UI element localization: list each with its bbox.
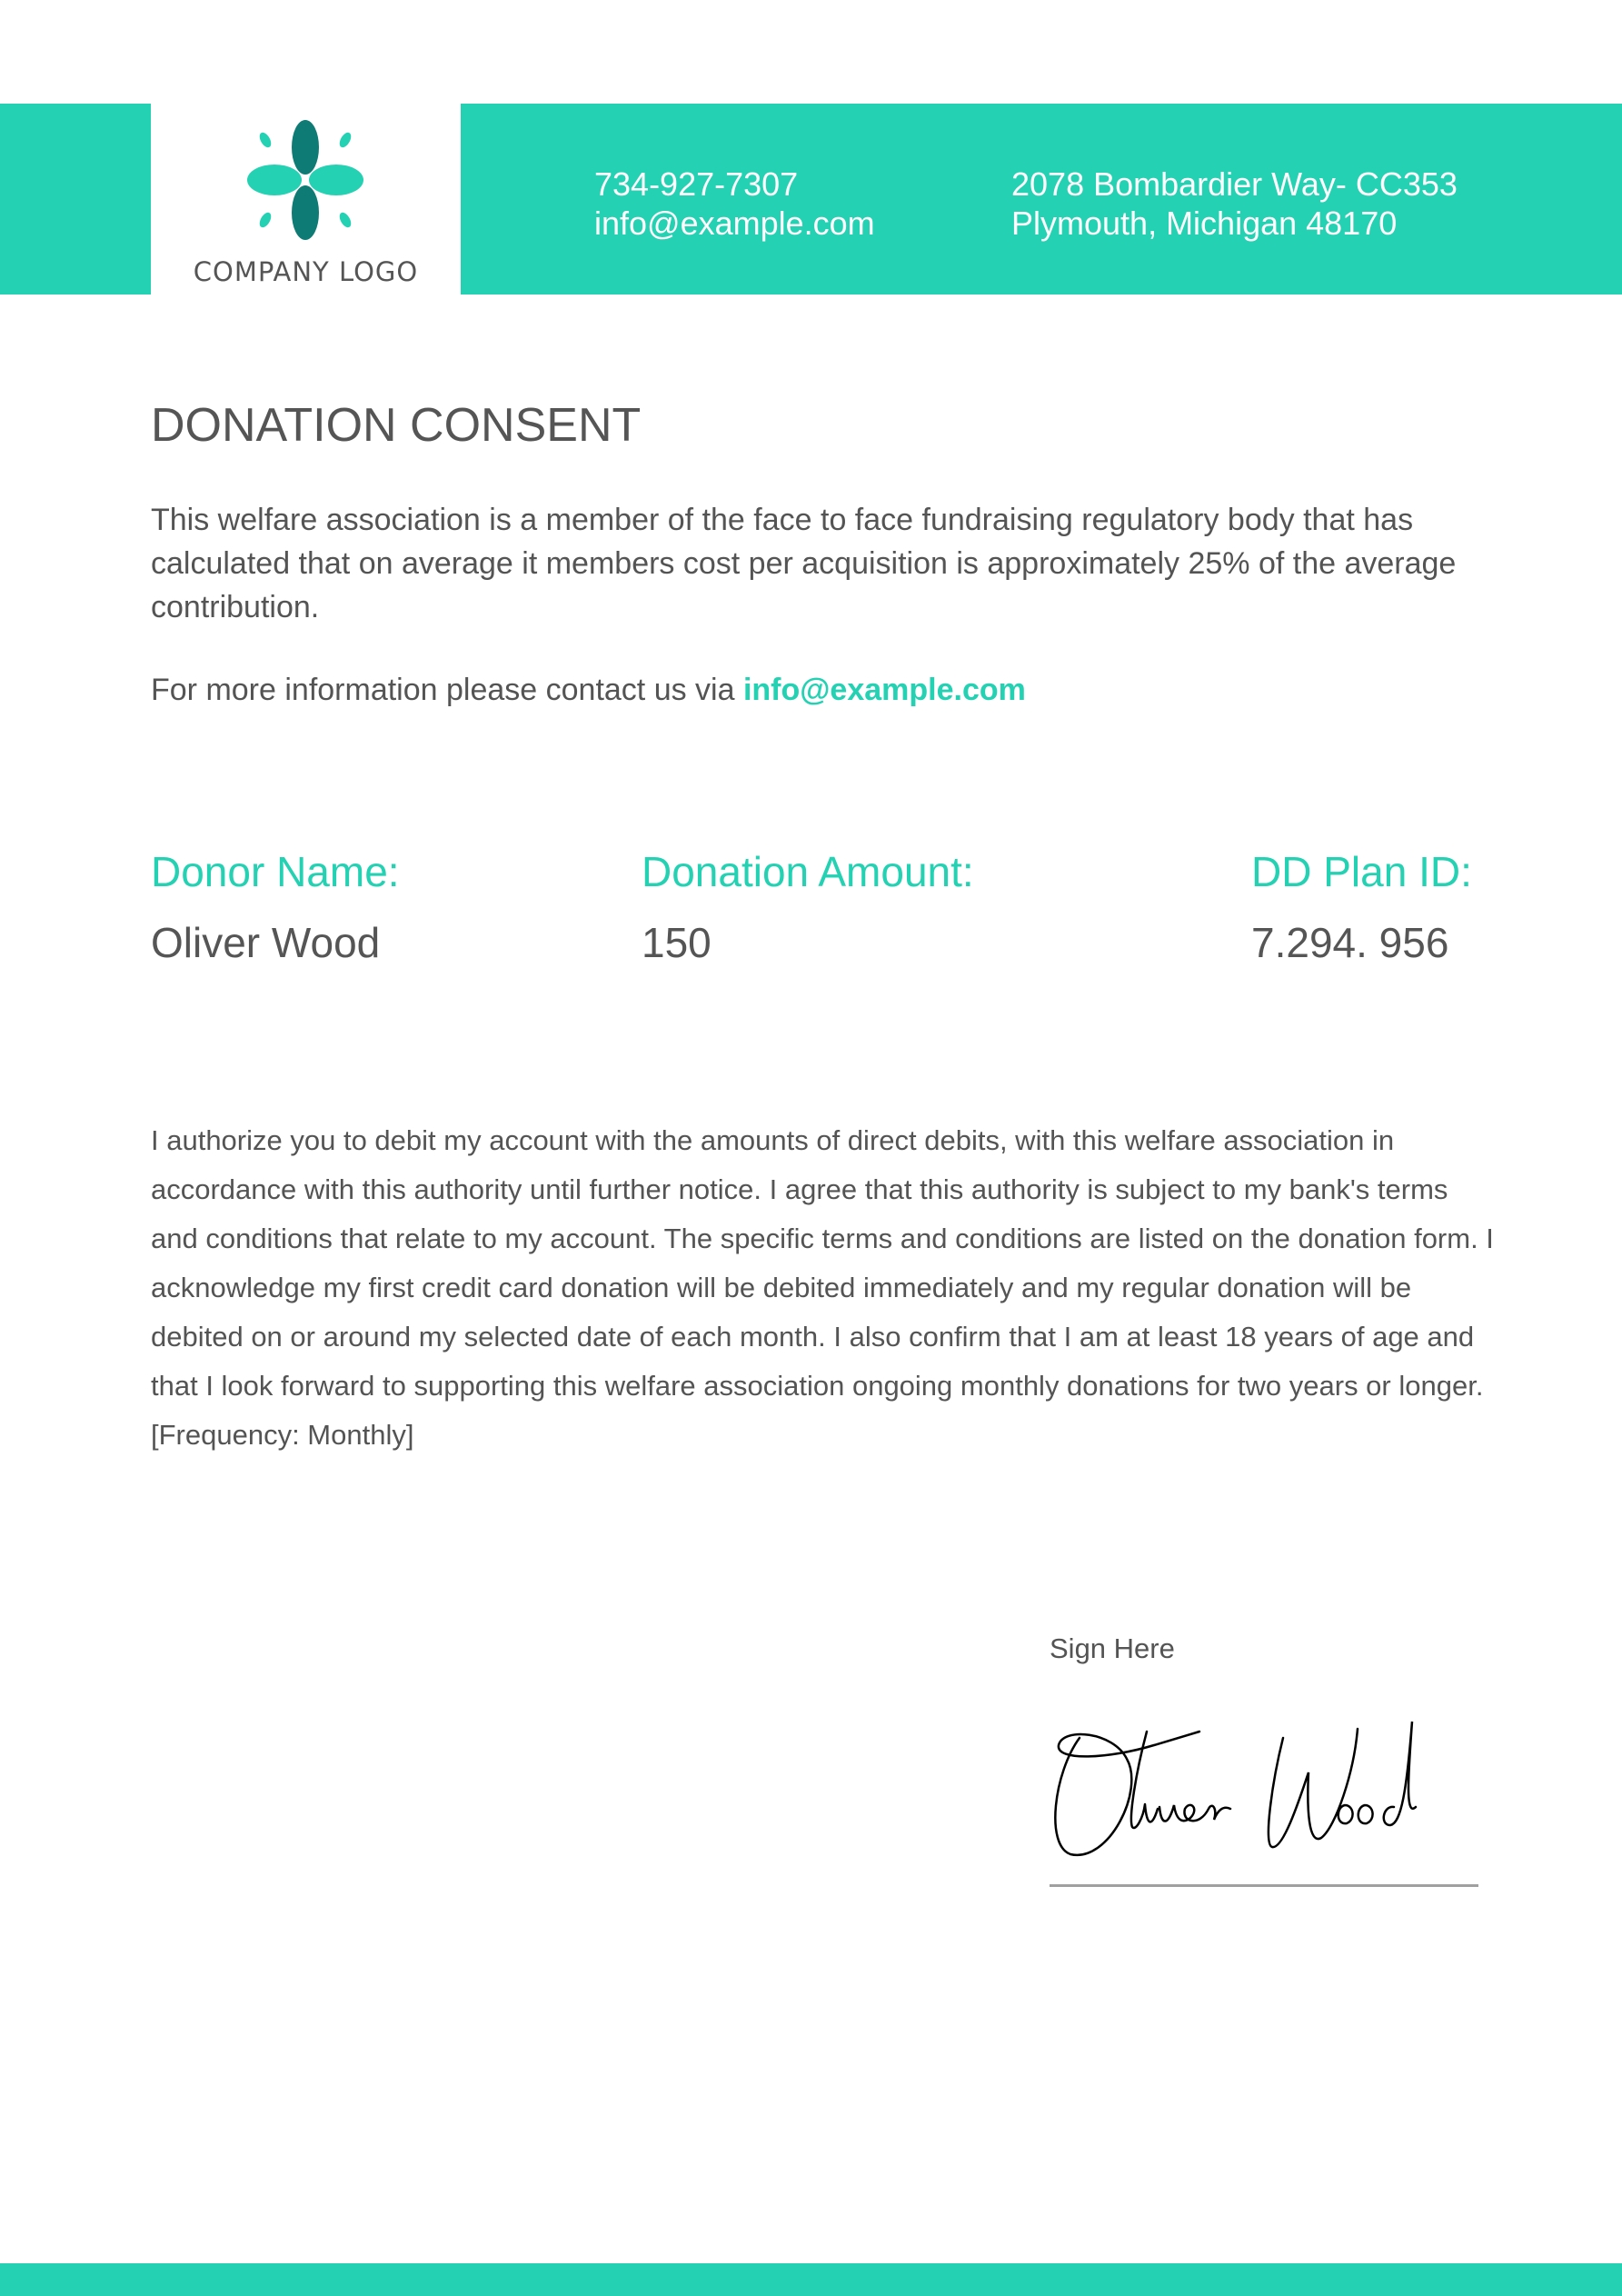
contact-email-link[interactable]: info@example.com [742, 673, 1026, 707]
donation-amount-label: Donation Amount: [642, 848, 974, 895]
contact-block [594, 165, 875, 243]
authorization-paragraph: I authorize you to debit my account with the amounts of direct debits, with this welfare association in accordance with this authority until further notice. I agree that this authority is subject to my bank's terms and conditions that relate to my account. The specific terms and conditions are listed on the donation form. I acknowledge my first credit card donation will be debited immediately and my regular donation will be debited on or around my selected date of each month. I also confirm that I am at least 18 years of age and that I look forward to supporting this welfare association ongoing monthly donations for two years or longer. [Frequency: Monthly] [151, 1124, 1494, 1451]
intro-paragraph: This welfare association is a member of the face to face fundraising regulatory body that has calculated that on average it members cost per acquisition is approximately 25% of the average contribution. [151, 503, 1457, 624]
sign-here-label: Sign Here [1050, 1632, 1175, 1664]
signature-image [1045, 1718, 1472, 1872]
contact-prefix: For more information please contact us via [151, 673, 743, 707]
donor-name-label: Donor Name: [151, 848, 400, 895]
page-title: DONATION CONSENT [151, 399, 642, 452]
header-phone: 734-927-7307 [594, 165, 799, 203]
header-email[interactable]: info@example.com [594, 205, 875, 242]
signature-line [1050, 1884, 1478, 1887]
address-line-2: Plymouth, Michigan 48170 [1011, 205, 1398, 242]
address-block [1011, 165, 1458, 243]
logo-text: COMPANY LOGO [193, 256, 419, 287]
flower-logo-icon [242, 116, 369, 244]
footer-band [0, 2263, 1622, 2296]
contact-line [151, 673, 1026, 708]
company-logo [151, 104, 461, 294]
donation-amount-value: 150 [642, 919, 711, 966]
donor-name-value: Oliver Wood [151, 919, 381, 966]
address-line-1: 2078 Bombardier Way- CC353 [1011, 165, 1458, 203]
dd-plan-id-label: DD Plan ID: [1251, 848, 1472, 895]
dd-plan-id-value: 7.294. 956 [1251, 919, 1449, 966]
